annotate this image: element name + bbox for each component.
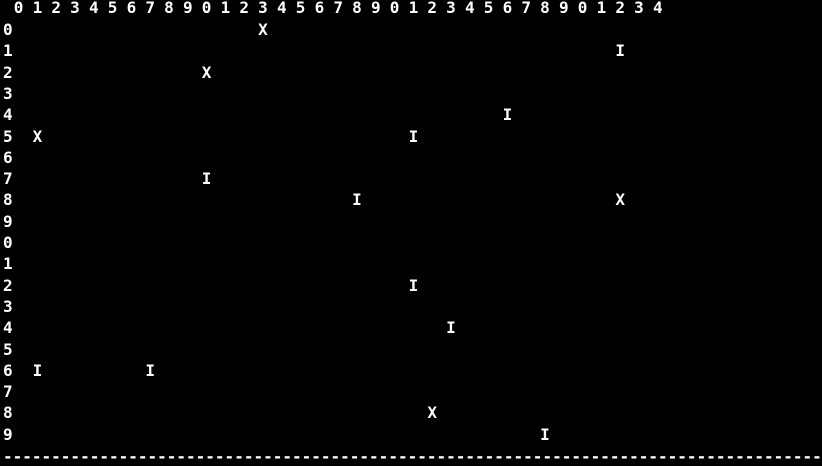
column-label: 8 [540, 0, 550, 17]
column-label: 3 [446, 0, 456, 17]
row-label: 9 [3, 211, 13, 231]
i-mark: I [408, 126, 419, 146]
x-mark: X [201, 62, 212, 82]
row-label: 0 [3, 20, 13, 39]
i-mark: I [408, 275, 419, 295]
row-label: 3 [3, 83, 13, 103]
column-label: 3 [70, 0, 80, 17]
x-mark: X [258, 20, 268, 39]
column-label: 2 [51, 0, 62, 17]
row-label: 4 [3, 318, 13, 338]
i-mark: I [145, 360, 156, 380]
row-label: 5 [3, 339, 13, 359]
column-label: 4 [652, 0, 663, 17]
column-label: 8 [164, 0, 174, 17]
column-label: 1 [32, 0, 43, 17]
i-mark: I [502, 105, 513, 125]
i-mark: I [352, 190, 362, 210]
row-label: 9 [3, 424, 13, 444]
column-label: 6 [314, 0, 325, 17]
column-label: 0 [13, 0, 24, 17]
i-mark: I [201, 169, 212, 189]
column-label: 4 [88, 0, 99, 17]
column-label: 3 [634, 0, 644, 17]
row-label: 1 [3, 41, 13, 61]
column-label: 7 [333, 0, 344, 17]
row-label: 2 [3, 62, 13, 82]
column-label: 1 [596, 0, 607, 17]
i-mark: I [540, 424, 550, 444]
x-mark: X [427, 403, 438, 423]
column-label: 0 [577, 0, 588, 17]
row-label: 8 [3, 190, 13, 210]
column-label: 7 [521, 0, 532, 17]
i-mark: I [32, 360, 43, 380]
row-label: 1 [3, 254, 13, 274]
i-mark: I [615, 41, 626, 61]
column-label: 5 [483, 0, 494, 17]
column-label: 1 [220, 0, 231, 17]
column-label: 9 [558, 0, 569, 17]
row-label: 0 [3, 233, 13, 252]
column-label: 6 [126, 0, 137, 17]
row-label: 6 [3, 360, 13, 380]
column-label: 7 [145, 0, 156, 17]
column-label: 0 [201, 0, 212, 17]
column-label: 8 [352, 0, 362, 17]
row-label: 4 [3, 105, 13, 125]
row-label: 7 [3, 382, 13, 402]
column-label: 5 [295, 0, 306, 17]
row-label: 3 [3, 296, 13, 316]
column-label: 0 [389, 0, 400, 17]
i-mark: I [446, 318, 456, 338]
row-label: 2 [3, 275, 13, 295]
row-label: 6 [3, 147, 13, 167]
board-divider: ------------------------------------------------------------------------------------- [3, 447, 822, 466]
column-label: 4 [276, 0, 287, 17]
column-label: 5 [107, 0, 118, 17]
column-label: 2 [239, 0, 250, 17]
column-label: 9 [370, 0, 381, 17]
column-label: 2 [615, 0, 626, 17]
x-mark: X [32, 126, 43, 146]
column-label: 4 [464, 0, 475, 17]
x-mark: X [615, 190, 626, 210]
row-label: 5 [3, 126, 13, 146]
column-label: 2 [427, 0, 438, 17]
column-label: 6 [502, 0, 513, 17]
column-label: 9 [182, 0, 193, 17]
row-label: 8 [3, 403, 13, 423]
column-label: 3 [258, 0, 268, 17]
row-label: 7 [3, 169, 13, 189]
column-label: 1 [408, 0, 419, 17]
